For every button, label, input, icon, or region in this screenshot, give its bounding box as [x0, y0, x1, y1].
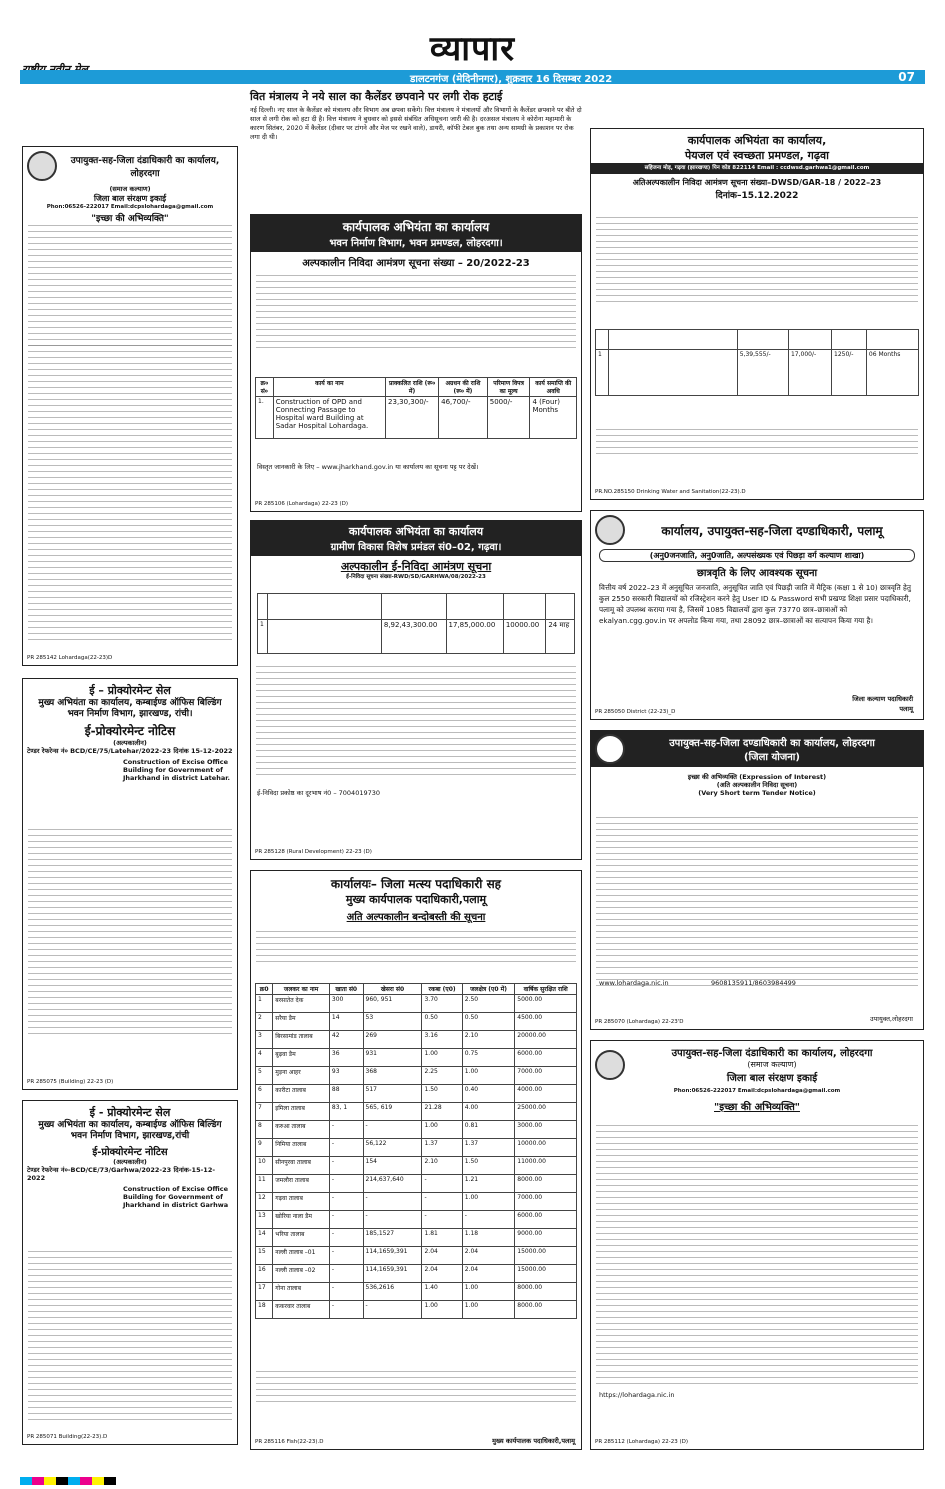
ad-work: Construction of Excise Office Building for Government of Jharkhand in district Garhwa: [123, 1185, 229, 1209]
fish-table-cell: 6000.00: [515, 1211, 577, 1229]
fish-table-cell: जमलौरा तालाब: [273, 1175, 330, 1193]
fish-table-cell: 42: [329, 1031, 363, 1049]
fish-table-cell: नल्ली तालाब –02: [273, 1265, 330, 1283]
fish-table-cell: 13: [256, 1211, 273, 1229]
fish-table-header: जलक्षेत्र (ए0 में): [462, 984, 515, 995]
ad-title1: ई - प्रोक्योरमेन्ट सेल: [89, 1106, 171, 1119]
fish-table-row: [256, 1139, 577, 1157]
ad-eoi-lohardaga: [590, 730, 924, 1030]
fish-table-cell: 56,122: [363, 1139, 422, 1157]
fish-table-cell: 960, 951: [363, 995, 422, 1013]
fish-table-cell: 368: [363, 1067, 422, 1085]
table-cell: Construction of OPD and Connecting Passage to Hospital ward Building at Sadar Hospital Lohardaga.: [273, 397, 385, 439]
ad-notice: ई-प्रोक्योरमेन्ट नोटिस: [92, 1147, 168, 1158]
fish-table-cell: -: [329, 1283, 363, 1301]
fish-table-cell: 1.81: [422, 1229, 462, 1247]
ad-title2: मुख्य कार्यपालक पदाधिकारी,पलामू: [345, 893, 487, 906]
fish-table-cell: 6000.00: [515, 1049, 577, 1067]
table-header: प्राक्कलित राशि (रू० में): [386, 378, 439, 397]
ad-body-text: [256, 931, 576, 967]
fish-table: [255, 983, 577, 1319]
dateline-bar: [20, 70, 925, 84]
fish-table-cell: 15000.00: [515, 1265, 577, 1283]
fish-table-row: [256, 1283, 577, 1301]
fish-table-cell: 5: [256, 1067, 273, 1085]
ad-title1: कार्यपालक अभियंता का कार्यालय: [251, 215, 581, 235]
ad-body-text: [596, 1125, 918, 1389]
ad-body-text: [28, 225, 232, 645]
ad-notice: "इच्छा की अभिव्यक्ति": [91, 214, 169, 224]
ad-dcpo-lohardaga-2: [590, 1040, 924, 1450]
table-header: कार्य का नाम: [273, 378, 385, 397]
table-cell: 8,92,43,300.00: [381, 620, 446, 654]
fish-table-cell: 7000.00: [515, 1067, 577, 1085]
fish-table-cell: 7: [256, 1103, 273, 1121]
ad-welfare-palamu: [590, 510, 924, 720]
ad-phone: Phon:06526-222017 Email:dcpslohardaga@gmail.com: [46, 204, 214, 210]
ad-sub2: जिला बाल संरक्षण इकाई: [93, 194, 167, 203]
ad-pr: PR 285071 Building(22-23).D: [27, 1434, 108, 1440]
fish-table-cell: बिरसामांड तालाब: [273, 1031, 330, 1049]
fish-table-cell: कारीटा तालाब: [273, 1085, 330, 1103]
fish-table-cell: 9000.00: [515, 1229, 577, 1247]
fish-table-cell: बरसातेत देक: [273, 995, 330, 1013]
masthead: [0, 0, 945, 86]
fish-table-cell: 2.25: [422, 1067, 462, 1085]
ad-sub2: जिला बाल संरक्षण इकाई: [726, 1073, 818, 1084]
ad-web: www.lohardaga.nic.in: [599, 979, 669, 987]
fish-table-cell: -: [363, 1211, 422, 1229]
table-header: क्र० सं०: [256, 378, 274, 397]
ad-pr: PR 285050 District (22-23)_D: [595, 709, 676, 715]
ad-body-text: [256, 275, 576, 353]
fish-table-cell: 8000.00: [515, 1301, 577, 1319]
fish-table-cell: 1.00: [462, 1193, 515, 1211]
ad-notice: अति अल्पकालीन बन्दोबस्ती की सूचना: [346, 912, 486, 923]
ad-title2: भवन निर्माण विभाग, भवन प्रमण्डल, लोहरदगा।: [251, 235, 581, 252]
fish-table-cell: -: [329, 1121, 363, 1139]
ad-title2: ग्रामीण विकास विशेष प्रमंडल सं0–02, गढ़वा।: [251, 539, 581, 556]
fish-table-cell: 36: [329, 1049, 363, 1067]
fish-table-cell: नल्ली तालाब –01: [273, 1247, 330, 1265]
fish-table-header: खेसरा सं0: [363, 984, 422, 995]
ad-notice: अल्पकालीन निविदा आमंत्रण सूचना संख्या – 20/2022-23: [302, 258, 530, 269]
ad-body-text: [28, 829, 232, 1039]
fish-table-row: [256, 1229, 577, 1247]
fish-table-cell: 1.00: [462, 1067, 515, 1085]
fish-table-cell: 10: [256, 1157, 273, 1175]
fish-table-row: [256, 1265, 577, 1283]
fish-table-cell: 17: [256, 1283, 273, 1301]
ad-table: [255, 377, 577, 439]
fish-table-cell: 11: [256, 1175, 273, 1193]
table-cell: 06 Months: [866, 350, 918, 396]
ad-rwd-garhwa: [250, 520, 582, 860]
ad-addr: सहिजना मोड़, गढ़वा (झारखण्ड) पिन कोड 822114 Email : ccdwsd.garhwa1@gmail.com: [591, 163, 923, 174]
fish-table-cell: खोरिया नाला डैम: [273, 1211, 330, 1229]
fish-table-cell: 1.50: [462, 1157, 515, 1175]
ad-web: विस्तृत जानकारी के लिए – www.jharkhand.gov.in या कार्यालय का सूचना पट्ट पर देखें।: [257, 463, 479, 471]
ad-notice: "इच्छा की अभिव्यक्ति": [714, 1102, 800, 1113]
fish-table-cell: 0.75: [462, 1049, 515, 1067]
fish-table-cell: 2: [256, 1013, 273, 1031]
ad-sign2: पलामू: [899, 705, 913, 713]
ad-title: उपायुक्त-सह-जिला दंडाधिकारी का कार्यालय, लोहरदगा: [671, 1048, 873, 1059]
fish-table-cell: -: [329, 1193, 363, 1211]
fish-table-cell: -: [329, 1211, 363, 1229]
fish-table-cell: 93: [329, 1067, 363, 1085]
fish-table-cell: -: [462, 1211, 515, 1229]
fish-table-cell: 114,1659,391: [363, 1247, 422, 1265]
ad-eproc-garhwa: [22, 1100, 238, 1445]
fish-table-cell: 6: [256, 1085, 273, 1103]
ad-sub1: (समाज कल्याण): [109, 185, 151, 193]
fish-table-cell: 83, 1: [329, 1103, 363, 1121]
fish-table-cell: 10000.00: [515, 1139, 577, 1157]
ad-eproc-latehar: [22, 678, 238, 1090]
page-number: 07: [898, 70, 915, 84]
ad-body-text: [256, 666, 576, 780]
fish-table-cell: 20000.00: [515, 1031, 577, 1049]
fish-table-cell: गोना तालाब: [273, 1283, 330, 1301]
ad-title: उपायुक्त-सह-जिला दण्डाधिकारी का कार्यालय, लोहरदगा: [669, 738, 875, 749]
fish-table-cell: -: [329, 1265, 363, 1283]
fish-table-header: जलकर का नाम: [273, 984, 330, 995]
ad-ref: टेण्डर रेफरेन्स नं०-BCD/CE/73/Garhwa/2022-23 दिनांक-15-12-2022: [27, 1166, 216, 1182]
fish-table-cell: 0.50: [462, 1013, 515, 1031]
fish-table-cell: -: [422, 1211, 462, 1229]
table-header: कार्य समाप्ति की अवधि: [530, 378, 577, 397]
ad-body-text: [596, 217, 918, 307]
fish-table-cell: 2.04: [462, 1265, 515, 1283]
emblem-icon: [595, 734, 625, 764]
table-cell: 24 माह: [546, 620, 575, 654]
ad-phone: 9608135911/8603984499: [711, 979, 796, 987]
table-header: अग्रधन की राशि (रू० में): [439, 378, 488, 397]
ad-pr: PR 285070 (Lohardaga) 22-23'D: [595, 1019, 684, 1025]
fish-table-cell: 1.00: [422, 1301, 462, 1319]
ad-sub3: (Very Short term Tender Notice): [698, 789, 816, 797]
ad-sign1: जिला कल्याण पदाधिकारी: [852, 695, 913, 703]
fish-table-cell: -: [422, 1175, 462, 1193]
ad-title1: कार्यालयः– जिला मत्स्य पदाधिकारी सह: [330, 877, 502, 891]
fish-table-row: [256, 1193, 577, 1211]
ad-pr: PR 285128 (Rural Development) 22-23 (D): [255, 849, 372, 855]
fish-table-cell: 269: [363, 1031, 422, 1049]
ad-sub2: (अति अल्पकालीन निविदा सूचना): [716, 781, 798, 789]
ad-fish-palamu: [250, 870, 582, 1450]
fish-table-cell: 1.50: [422, 1085, 462, 1103]
fish-table-cell: 4000.00: [515, 1085, 577, 1103]
table-cell: 5,39,555/-: [737, 350, 788, 396]
ad-notice: छात्रवृति के लिए आवश्यक सूचना: [696, 568, 818, 579]
fish-table-cell: 2.10: [422, 1157, 462, 1175]
fish-table-cell: -: [363, 1301, 422, 1319]
fish-table-cell: 185,1527: [363, 1229, 422, 1247]
emblem-icon: [595, 1050, 625, 1080]
ad-pr: PR 285112 (Lohardaga) 22-23 (D): [595, 1439, 689, 1445]
emblem-icon: [27, 151, 57, 181]
ad-pr: PR.NO.285150 Drinking Water and Sanitation(22-23).D: [595, 489, 746, 495]
ad-work: Construction of Excise Office Building for Government of Jharkhand in district Latehar.: [123, 758, 230, 782]
fish-table-cell: 0.50: [422, 1013, 462, 1031]
fish-table-cell: -: [329, 1175, 363, 1193]
fish-table-cell: 214,637,640: [363, 1175, 422, 1193]
ad-phed-garhwa: [590, 128, 924, 500]
table-cell: 23,30,300/-: [386, 397, 439, 439]
fish-table-cell: -: [363, 1121, 422, 1139]
ad-title: उपायुक्त-सह-जिला दंडाधिकारी का कार्यालय, लोहरदगा: [70, 156, 220, 179]
ad-notes: [596, 429, 918, 459]
ad-bcd-lohardaga: [250, 214, 582, 512]
fish-table-cell: 1.00: [422, 1049, 462, 1067]
fish-table-row: [256, 1103, 577, 1121]
fish-table-cell: 931: [363, 1049, 422, 1067]
table-cell: 1250/-: [832, 350, 867, 396]
ad-notice: इच्छा की अभिव्यक्ति (Expression of Interest): [687, 773, 827, 781]
ad-sign: मुख्य कार्यपालक पदाधिकारी,पलामू: [492, 1437, 575, 1445]
fish-table-cell: 565, 619: [363, 1103, 422, 1121]
fish-table-cell: मुड़ना आहर: [273, 1067, 330, 1085]
fish-table-cell: 3.70: [422, 995, 462, 1013]
fish-table-cell: 1.00: [462, 1301, 515, 1319]
fish-table-cell: 2.04: [422, 1265, 462, 1283]
fish-table-cell: -: [329, 1139, 363, 1157]
ad-dcpo-lohardaga: [22, 146, 238, 666]
fish-table-cell: 7000.00: [515, 1193, 577, 1211]
fish-table-cell: ककरवार तालाब: [273, 1301, 330, 1319]
ad-table: 1 8,92,43,300.00 17,85,000.00 10000.00 24 माह: [257, 593, 575, 654]
fish-table-cell: भरिया तालाब: [273, 1229, 330, 1247]
fish-table-cell: 4.00: [462, 1103, 515, 1121]
fish-table-row: [256, 1031, 577, 1049]
fish-table-cell: -: [329, 1157, 363, 1175]
fish-table-cell: 2.50: [462, 995, 515, 1013]
fish-table-row: [256, 1301, 577, 1319]
fish-table-header: रकबा (ए0): [422, 984, 462, 995]
fish-table-cell: 1.37: [422, 1139, 462, 1157]
table-cell: 5000/-: [487, 397, 530, 439]
ad-conditions: [256, 1371, 576, 1407]
ad-title2: पेयजल एवं स्वच्छता प्रमण्डल, गढ़वा: [685, 149, 829, 162]
fish-table-cell: 14: [329, 1013, 363, 1031]
ad-body: वित्तीय वर्ष 2022–23 में अनुसूचित जनजाति, अनुसूचित जाति एवं पिछड़ी जाति में मैट्रिक (कक्षा 1 से 10) छात्रवृति हेतु कुल 2550 सरकारी विद्यालयों को रजिस्ट्रेशन करने हेतु User ID & Password सभी प्रखण्ड शिक्षा प्रसार पदाधिकारी, पलामू को उपलब्ध कराया गया है, जिसमें 1085 विद्यालयों द्वारा कुल 73770 छात्र–छात्राओं को ekalyan.cgg.gov.in पर अपलोड किया गया, तथा 28092 छात्र–छात्राओं का सत्यापन किया गया है।: [599, 583, 911, 625]
fish-table-cell: 8000.00: [515, 1175, 577, 1193]
ad-body-text: [28, 1251, 232, 1425]
fish-table-cell: 2.10: [462, 1031, 515, 1049]
fish-table-row: [256, 1013, 577, 1031]
fish-table-cell: करुआ तालाब: [273, 1121, 330, 1139]
fish-table-cell: 1.40: [422, 1283, 462, 1301]
table-cell: 1.: [256, 397, 274, 439]
ad-sub: (जिला योजना): [744, 752, 800, 763]
fish-table-cell: सीनपुरवा तालाब: [273, 1157, 330, 1175]
fish-table-cell: 517: [363, 1085, 422, 1103]
fish-table-cell: -: [329, 1301, 363, 1319]
fish-table-cell: 154: [363, 1157, 422, 1175]
table-cell: 46,700/-: [439, 397, 488, 439]
fish-table-cell: 3: [256, 1031, 273, 1049]
ad-web: https://lohardaga.nic.in: [599, 1391, 675, 1399]
ad-title1: कार्यपालक अभियंता का कार्यालय: [251, 521, 581, 539]
fish-table-cell: 5000.00: [515, 995, 577, 1013]
ad-notice: अतिअल्पकालीन निविदा आमंत्रण सूचना संख्या–DWSD/GAR-18 / 2022–23: [632, 178, 882, 187]
fish-table-cell: 8000.00: [515, 1283, 577, 1301]
fish-table-row: [256, 995, 577, 1013]
fish-table-cell: 1.21: [462, 1175, 515, 1193]
table-cell: 17,000/-: [788, 350, 831, 396]
fish-table-cell: सरैया डैम: [273, 1013, 330, 1031]
fish-table-cell: 1.18: [462, 1229, 515, 1247]
ad-pr: PR 285116 Fish(22-23).D: [255, 1439, 324, 1445]
fish-table-cell: 0.81: [462, 1121, 515, 1139]
fish-table-row: [256, 1067, 577, 1085]
fish-table-row: [256, 1175, 577, 1193]
fish-table-cell: इमिला तालाब: [273, 1103, 330, 1121]
ad-pr: PR 285142 Lohardaga(22-23)D: [27, 655, 113, 661]
ad-sub1: (समाज कल्याण): [747, 1060, 797, 1069]
ad-sign: उपायुक्त,लोहरदगा: [870, 1015, 913, 1023]
fish-table-cell: 2.04: [462, 1247, 515, 1265]
fish-table-cell: -: [363, 1193, 422, 1211]
fish-table-row: [256, 1049, 577, 1067]
fish-table-cell: बुढ़वा डैम: [273, 1049, 330, 1067]
ad-sub: (अनु0जनजाति, अनु0जाति, अल्पसंख्यक एवं पिछड़ा वर्ग कल्याण शाखा): [599, 549, 915, 562]
fish-table-cell: 3000.00: [515, 1121, 577, 1139]
fish-table-cell: गढ़वा तालाब: [273, 1193, 330, 1211]
ad-sub: (अल्पकालीन): [113, 739, 147, 747]
ad-body-text: [596, 817, 918, 991]
news-body: नई दिल्ली। नए साल के कैलेंडर को मंत्रालय और विभाग अब छपवा सकेंगे। वित्त मंत्रालय ने मंत्रालयों और विभागों के कैलेंडर छपवाने पर बीते दो साल से लगी रोक को हटा दी है। वित्त मंत्रालय ने बुधवार को इससे संबंधित अधिसूचना जारी की है। दरअसल मंत्रालय ने कोरोना महामारी के कारण सितंबर, 2020 में कैलेंडर (दीवार पर टांगने और मेज पर रखने वाले), डायरी, कॉफी टेबल बुक तथा अन्य सामग्री के प्रकाशन पर रोक लगा दी थी।: [250, 106, 582, 141]
fish-table-row: [256, 1157, 577, 1175]
ad-table: 1 5,39,555/- 17,000/- 1250/- 06 Months: [595, 329, 919, 396]
fish-table-cell: -: [329, 1229, 363, 1247]
fish-table-cell: 300: [329, 995, 363, 1013]
table-cell: 17,85,000.00: [446, 620, 503, 654]
section-title: व्यापार: [429, 29, 516, 69]
fish-table-row: [256, 1085, 577, 1103]
fish-table-cell: 1.00: [422, 1121, 462, 1139]
fish-table-cell: 1: [256, 995, 273, 1013]
fish-table-cell: 25000.00: [515, 1103, 577, 1121]
ad-ref: टेण्डर रेफरेन्स नं० BCD/CE/75/Latehar/2022-23 दिनांक 15-12-2022: [27, 747, 233, 755]
fish-table-cell: 1.00: [462, 1283, 515, 1301]
fish-table-cell: 9: [256, 1139, 273, 1157]
ad-notice: ई-प्रोक्योरमेन्ट नोटिस: [84, 724, 176, 738]
ad-ref: ई-निविदा सूचना संख्या-RWD/SD/GARHWA/08/2022-23: [346, 574, 486, 580]
ad-title1: कार्यपालक अभियंता का कार्यालय,: [687, 134, 827, 147]
ad-notice: अल्पकालीन ई-निविदा आमंत्रण सूचना: [340, 560, 492, 573]
table-cell: 10000.00: [503, 620, 546, 654]
color-registration-bar: [20, 1477, 116, 1485]
fish-table-cell: 14: [256, 1229, 273, 1247]
fish-table-header: क्र0: [256, 984, 273, 995]
fish-table-cell: 8: [256, 1121, 273, 1139]
ad-date: दिनांक–15.12.2022: [715, 191, 799, 201]
news-headline: वित मंत्रालय ने नये साल का कैलेंडर छपवाने पर लगी रोक हटाई: [250, 90, 503, 103]
emblem-icon: [595, 515, 625, 545]
fish-table-header: खाता सं0: [329, 984, 363, 995]
fish-table-cell: 4: [256, 1049, 273, 1067]
fish-table-cell: 2.04: [422, 1247, 462, 1265]
ad-phone: Phon:06526-222017 Email:dcpslohardaga@gmail.com: [673, 1088, 841, 1094]
fish-table-row: [256, 1211, 577, 1229]
fish-table-cell: 53: [363, 1013, 422, 1031]
fish-table-cell: 12: [256, 1193, 273, 1211]
fish-table-cell: 4500.00: [515, 1013, 577, 1031]
fish-table-cell: 3.16: [422, 1031, 462, 1049]
ad-pr: PR 285075 (Building) 22-23 (D): [27, 1079, 114, 1085]
fish-table-cell: -: [422, 1193, 462, 1211]
fish-table-cell: 0.40: [462, 1085, 515, 1103]
ad-title2: मुख्य अभियंता का कार्यालय, कम्बाईण्ड ऑफिस बिल्डिंग भवन निर्माण विभाग, झारखण्ड, रांची।: [38, 698, 222, 719]
ad-phone: ई-निविदा प्रकोष्ठ का दूरभाष नं0 – 7004019730: [257, 789, 381, 797]
fish-table-header: वार्षिक सुरक्षित राशि: [515, 984, 577, 995]
fish-table-cell: 114,1659,391: [363, 1265, 422, 1283]
fish-table-row: [256, 1121, 577, 1139]
table-cell: 4 (Four) Months: [530, 397, 577, 439]
ad-title1: ई – प्रोक्योरमेन्ट सेल: [89, 684, 171, 697]
fish-table-cell: -: [329, 1247, 363, 1265]
fish-table-cell: 11000.00: [515, 1157, 577, 1175]
dateline: डालटनगंज (मेदिनीनगर), शुक्रवार 16 दिसम्बर 2022: [410, 74, 613, 85]
fish-table-cell: 16: [256, 1265, 273, 1283]
fish-table-row: [256, 1247, 577, 1265]
fish-table-cell: 21.28: [422, 1103, 462, 1121]
news-story: [250, 90, 582, 210]
fish-table-cell: 15: [256, 1247, 273, 1265]
ad-sub: (अल्पकालीन): [113, 1158, 147, 1166]
fish-table-cell: 18: [256, 1301, 273, 1319]
ad-pr: PR 285106 (Lohardaga) 22-23 (D): [255, 501, 349, 507]
fish-table-cell: 15000.00: [515, 1247, 577, 1265]
fish-table-cell: निमिया तालाब: [273, 1139, 330, 1157]
fish-table-cell: 88: [329, 1085, 363, 1103]
ad-title: कार्यालय, उपायुक्त-सह-जिला दण्डाधिकारी, पलामू: [661, 523, 883, 538]
table-header: परिमाण विपत्र का मूल्य: [487, 378, 530, 397]
fish-table-cell: 536,2616: [363, 1283, 422, 1301]
fish-table-cell: 1.37: [462, 1139, 515, 1157]
ad-title2: मुख्य अभियंता का कार्यालय, कम्बाईण्ड ऑफिस बिल्डिंग भवन निर्माण विभाग, झारखण्ड,रांची: [38, 1120, 222, 1141]
